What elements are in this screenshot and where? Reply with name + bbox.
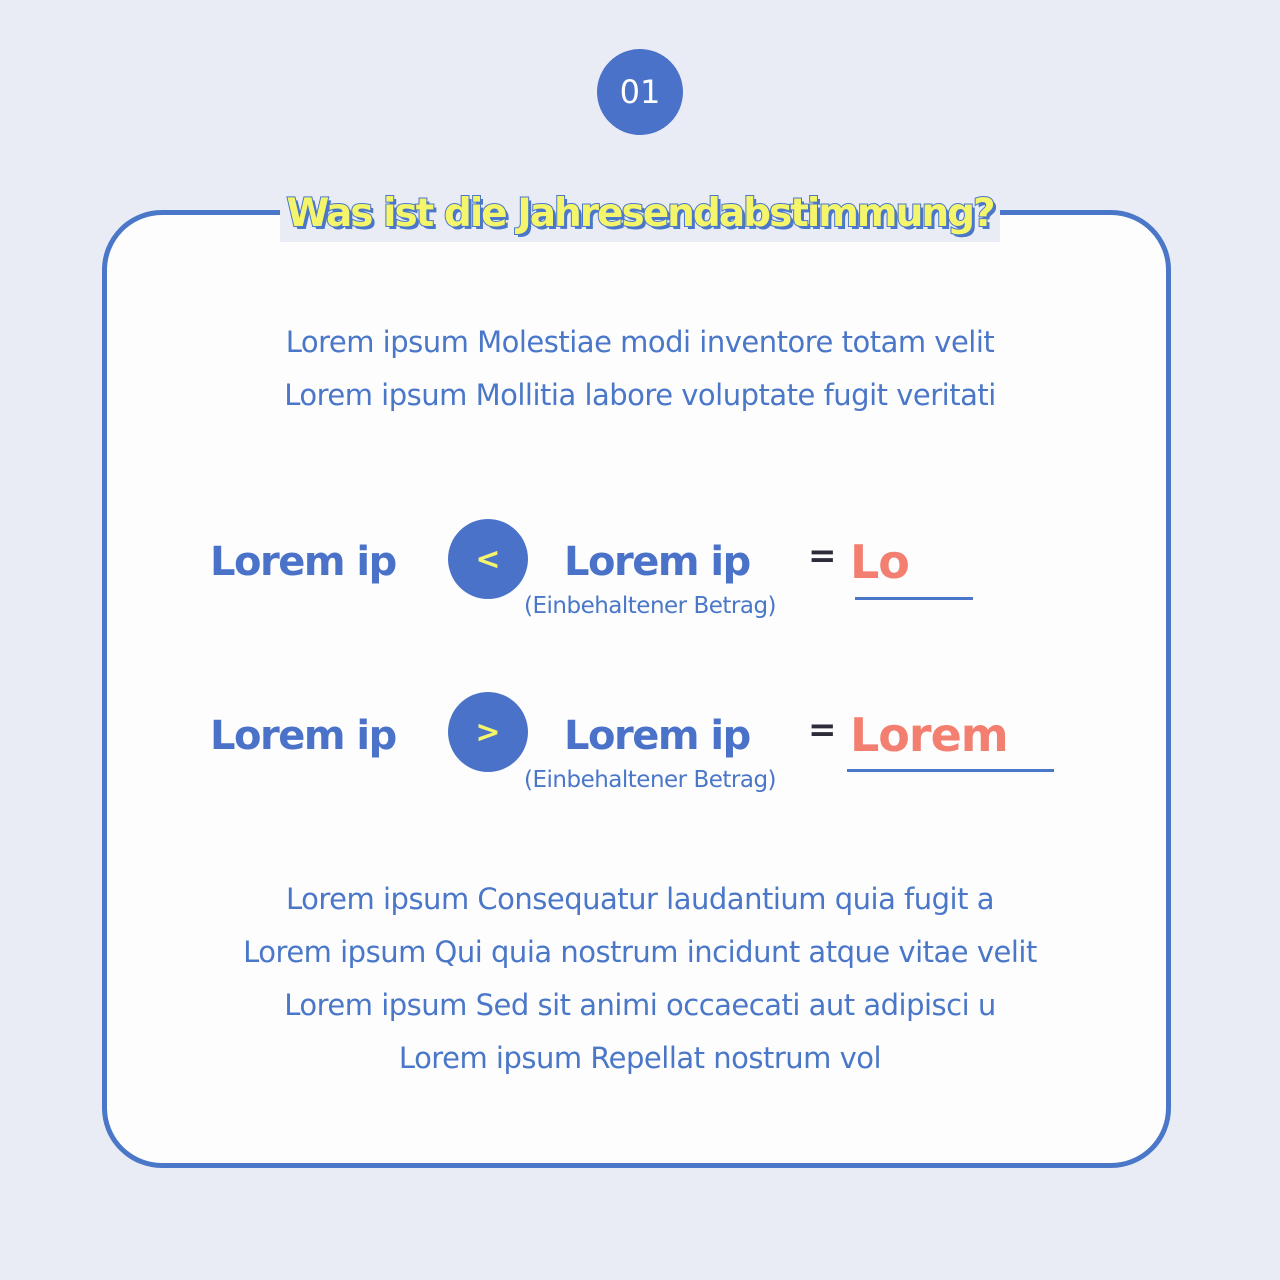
comparison-2-equals: = [808,710,837,750]
comparison-1-result: Lo [850,535,909,589]
card-title: Was ist die Jahresendabstimmung? [280,186,999,242]
comparison-1-note: (Einbehaltener Betrag) [524,593,777,619]
outro-line: Lorem ipsum Repellat nostrum vol [398,1041,882,1075]
intro-line: Lorem ipsum Mollitia labore voluptate fugit veritati [284,378,996,412]
comparison-2-result-underline [847,769,1054,772]
comparison-2-right-term: Lorem ip [564,713,750,759]
comparison-2-left-term: Lorem ip [210,713,396,759]
comparison-1-equals: = [808,536,837,576]
comparison-1-right-term: Lorem ip [564,539,750,585]
greater-than-icon: > [448,692,528,772]
comparison-2-note: (Einbehaltener Betrag) [524,767,777,793]
outro-line: Lorem ipsum Sed sit animi occaecati aut adipisci u [284,988,996,1022]
outro-paragraph [0,873,1280,1085]
outro-line: Lorem ipsum Consequatur laudantium quia fugit a [286,882,994,916]
comparison-2-result: Lorem [850,708,1008,762]
less-than-icon: < [448,519,528,599]
outro-line: Lorem ipsum Qui quia nostrum incidunt atque vitae velit [243,935,1037,969]
intro-line: Lorem ipsum Molestiae modi inventore totam velit [285,325,995,359]
step-number-badge: 01 [597,49,683,135]
comparison-1-left-term: Lorem ip [210,539,396,585]
comparison-1-result-underline [855,597,973,600]
intro-paragraph [0,316,1280,422]
